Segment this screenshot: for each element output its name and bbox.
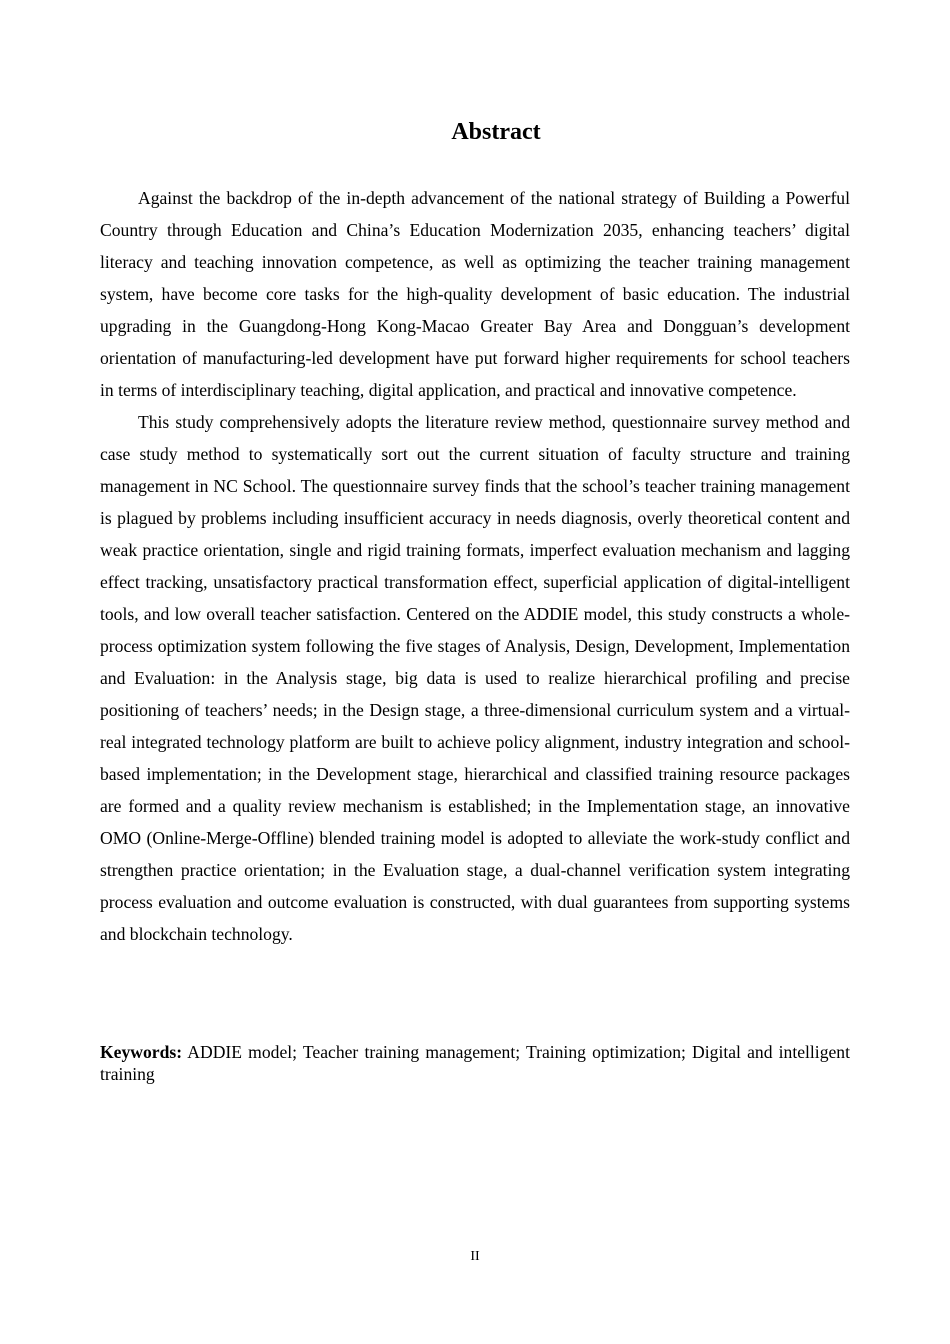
page-title: Abstract — [451, 119, 541, 145]
keywords-line — [100, 1041, 850, 1085]
page-number: II — [470, 1249, 480, 1264]
abstract-paragraph-2: This study comprehensively adopts the literature review method, questionnaire survey method and case study method to systematically sort out the current situation of faculty structure and training management in NC School. The questionnaire survey finds that the school’s teacher training management is plagued by problems including insufficient accuracy in needs diagnosis, overly theoretical content and weak practice orientation, single and rigid training formats, imperfect evaluation mechanism and lagging effect tracking, unsatisfactory practical transformation effect, superficial application of digital-intelligent tools, and low overall teacher satisfaction. Centered on the ADDIE model, this study constructs a whole-process optimization system following the five stages of Analysis, Design, Development, Implementation and Evaluation: in the Analysis stage, big data is used to realize hierarchical profiling and precise positioning of teachers’ needs; in the Design stage, a three-dimensional curriculum system and a virtual-real integrated technology platform are built to achieve policy alignment, industry integration and school-based implementation; in the Development stage, hierarchical and classified training resource packages are formed and a quality review mechanism is established; in the Implementation stage, an innovative OMO (Online-Merge-Offline) blended training model is adopted to alleviate the work-study conflict and strengthen practice orientation; in the Evaluation stage, a dual-channel verification system integrating process evaluation and outcome evaluation is constructed, with dual guarantees from supporting systems and blockchain technology. — [100, 412, 850, 944]
keywords-label: Keywords: — [100, 1042, 183, 1062]
keywords-text: ADDIE model; Teacher training management; Training optimization; Digital and intelligent training — [100, 1042, 850, 1084]
abstract-body — [100, 182, 850, 950]
abstract-paragraph-1: Against the backdrop of the in-depth advancement of the national strategy of Building a Powerful Country through Education and China’s Education Modernization 2035, enhancing teachers’ digital literacy and teaching innovation competence, as well as optimizing the teacher training management system, have become core tasks for the high-quality development of basic education. The industrial upgrading in the Guangdong-Hong Kong-Macao Greater Bay Area and Dongguan’s development orientation of manufacturing-led development have put forward higher requirements for school teachers in terms of interdisciplinary teaching, digital application, and practical and innovative competence. — [100, 188, 850, 400]
